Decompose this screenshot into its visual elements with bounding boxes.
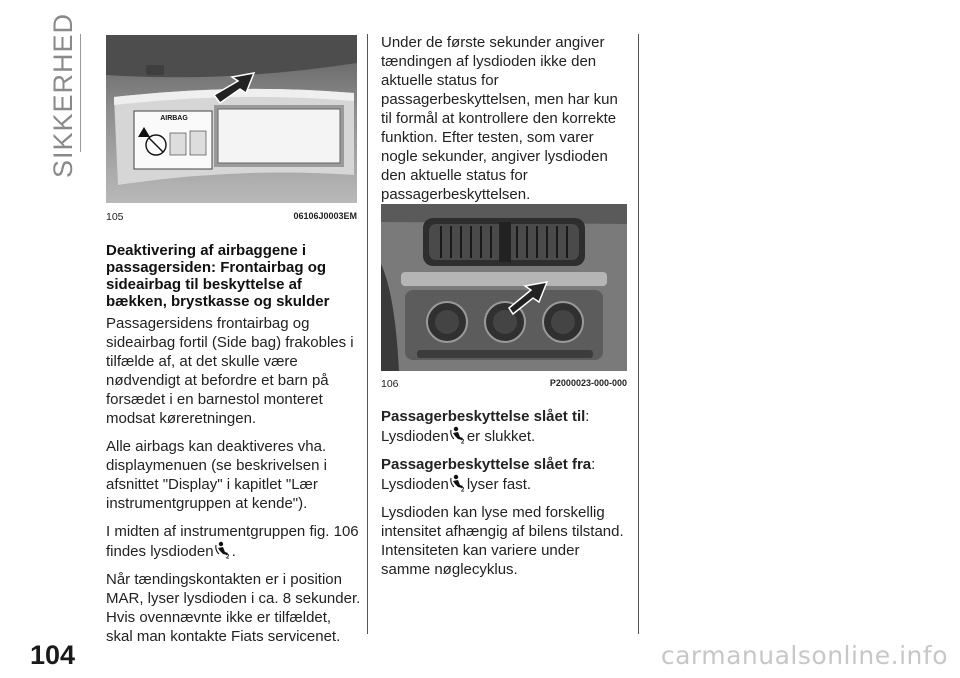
paragraph-3-text: I midten af instrumentgruppen fig. 106 findes lysdioden [106,523,359,560]
column-divider-left [367,34,368,634]
section-tab-rule [80,34,81,152]
protection-off-colon: : [591,456,596,473]
paragraph-4: Når tændingskontakten er i position MAR, lyser lysdioden i ca. 8 sekunder. Hvis ovennævnte ikke er tilfældet, skal man kontakte Fiats servicenet. [106,571,361,645]
watermark: carmanualsonline.info [660,641,948,670]
section-heading: Deaktivering af airbaggene i passagersiden: Frontairbag og sideairbag til beskyttelse af bækken, brystkasse og skulder [106,242,330,310]
section-tab [46,12,82,178]
protection-on-colon: : [585,408,590,425]
passenger-airbag-off-icon [215,541,231,559]
passenger-airbag-off-icon [450,474,466,492]
right-column-status [381,407,631,588]
figure-105-image [106,35,357,203]
airbag-sticker-label: AIRBAG [160,115,188,122]
column-divider-right [638,34,639,634]
figure-106-number: 106 [381,378,399,390]
figure-106-caption [381,378,627,390]
figure-105-number: 105 [106,211,124,223]
figure-106-image [381,204,627,371]
figure-105-code: 06106J0003EM [293,211,357,221]
sun-visor-photo [106,35,357,203]
left-column [106,242,361,655]
protection-on-title: Passagerbeskyttelse slået til [381,408,586,425]
paragraph-2: Alle airbags kan deaktiveres vha. displaymenuen (se beskrivelsen i afsnittet "Display" i kapitlet "Lær instrumentgruppen at kende"). [106,438,327,512]
protection-off-state: lyser fast. [466,476,532,493]
protection-off-led: Lysdioden [381,476,449,493]
figure-106-code: P2000023-000-000 [549,378,627,388]
svg-text:2: 2 [460,439,465,444]
protection-on-state: er slukket. [466,428,536,445]
passenger-airbag-off-icon [450,426,466,444]
paragraph-intensity: Lysdioden kan lyse med forskellig intensitet afhængig af bilens tilstand. Intensiteten kan variere under samme nøglecyklus. [381,504,624,578]
figure-105-caption [106,211,357,223]
section-tab-label: SIKKERHED [48,12,79,178]
protection-on-led: Lysdioden [381,428,449,445]
protection-off [381,455,631,494]
page-number: 104 [30,640,76,670]
svg-text:2: 2 [225,554,229,559]
paragraph-3 [106,522,361,561]
svg-text:2: 2 [460,487,465,492]
protection-off-title: Passagerbeskyttelse slået fra [381,456,592,473]
paragraph-3-end: . [231,543,236,560]
protection-on [381,407,631,446]
paragraph-1: Passagersidens frontairbag og sideairbag fortil (Side bag) frakobles i tilfælde af, at det skulle være nødvendigt at befordre et barn på forsædet i en barnestol monteret modsat køreretningen. [106,315,354,427]
right-column-intro [381,33,631,213]
dashboard-photo [381,204,627,371]
paragraph-status-intro: Under de første sekunder angiver tændingen af lysdioden ikke den aktuelle status for passagerbeskyttelsen, men har kun til formål at kontrollere den korrekte funktion. Efter testen, som varer nogle sekunder, angiver lysdioden den aktuelle status for passagerbeskyttelsen. [381,34,618,203]
